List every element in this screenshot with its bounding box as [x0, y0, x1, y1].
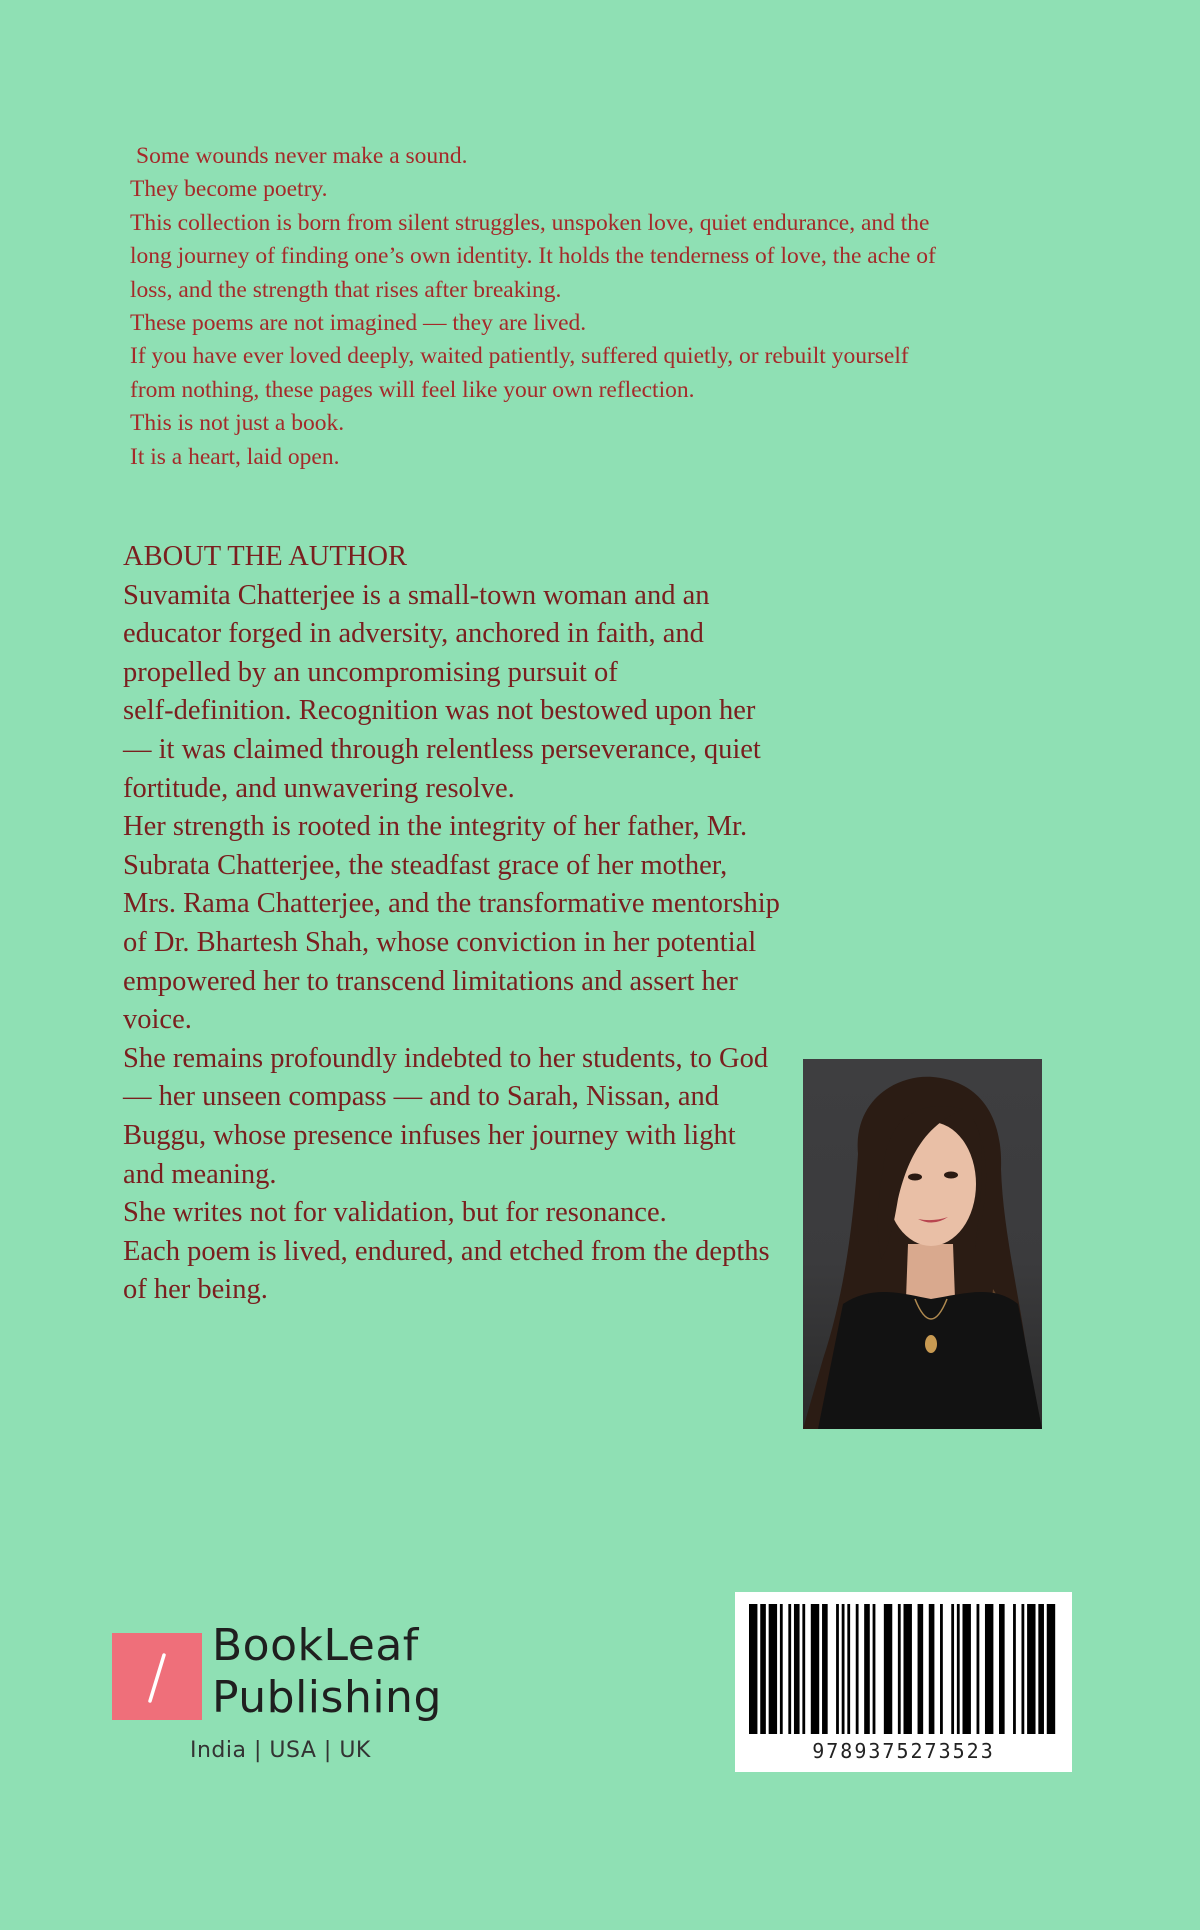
barcode-bar [1027, 1604, 1035, 1734]
publisher-regions: India | USA | UK [190, 1738, 371, 1763]
about-line: Mrs. Rama Chatterjee, and the transformative mentorship [123, 888, 780, 920]
about-line: fortitude, and unwavering resolve. [123, 772, 515, 804]
barcode-bar [847, 1604, 850, 1734]
isbn-barcode [735, 1592, 1072, 1772]
about-line: Subrata Chatterjee, the steadfast grace of her mother, [123, 849, 728, 881]
barcode-bar [940, 1604, 943, 1734]
about-line: of Dr. Bhartesh Shah, whose conviction in her potential [123, 926, 757, 958]
blurb-line: long journey of finding one’s own identity. It holds the tenderness of love, the ache of [130, 243, 936, 270]
barcode-bar [822, 1604, 828, 1734]
about-line: self-definition. Recognition was not bestowed upon her [123, 695, 756, 727]
bookleaf-logo-icon [112, 1633, 202, 1720]
blurb-line: loss, and the strength that rises after breaking. [130, 276, 562, 303]
barcode-bar [769, 1604, 777, 1734]
about-line: Suvamita Chatterjee is a small-town woman and an [123, 579, 710, 611]
about-line: — her unseen compass — and to Sarah, Nissan, and [123, 1081, 719, 1113]
barcode-bar [856, 1604, 859, 1734]
barcode-bar [904, 1604, 912, 1734]
barcode-bar [788, 1604, 791, 1734]
blurb-line: They become poetry. [130, 176, 328, 203]
barcode-bar [1013, 1604, 1016, 1734]
blurb-line: from nothing, these pages will feel like your own reflection. [130, 376, 695, 403]
barcode-bar [794, 1604, 800, 1734]
barcode-bar [977, 1604, 980, 1734]
about-line: Her strength is rooted in the integrity of her father, Mr. [123, 811, 748, 843]
barcode-bar [951, 1604, 954, 1734]
barcode-bar [929, 1604, 935, 1734]
about-line: empowered her to transcend limitations and assert her [123, 965, 738, 997]
about-line: She writes not for validation, but for resonance. [123, 1197, 667, 1229]
barcode-bar [1047, 1604, 1055, 1734]
barcode-bar [999, 1604, 1005, 1734]
about-line: Each poem is lived, endured, and etched from the depths [123, 1235, 770, 1267]
about-heading: ABOUT THE AUTHOR [123, 541, 407, 572]
barcode-bar [962, 1604, 970, 1734]
barcode-bar [918, 1604, 924, 1734]
back-cover-blurb [130, 140, 1030, 474]
barcode-bar [957, 1604, 960, 1734]
blurb-line: This is not just a book. [130, 410, 345, 437]
barcode-bar [1038, 1604, 1044, 1734]
publisher-name-line1: BookLeaf [212, 1620, 419, 1671]
blurb-line: It is a heart, laid open. [130, 443, 340, 470]
author-photo [803, 1059, 1042, 1429]
barcode-bar [780, 1604, 783, 1734]
barcode-bar [873, 1604, 876, 1734]
about-line: She remains profoundly indebted to her students, to God [123, 1042, 769, 1074]
blurb-line: These poems are not imagined — they are lived. [130, 310, 587, 337]
about-line: educator forged in adversity, anchored in faith, and [123, 618, 704, 650]
publisher-name [212, 1620, 442, 1724]
barcode-bar [760, 1604, 766, 1734]
about-line: propelled by an uncompromising pursuit of [123, 656, 618, 688]
barcode-bar [1021, 1604, 1024, 1734]
about-line: — it was claimed through relentless perseverance, quiet [123, 733, 761, 765]
blurb-line: Some wounds never make a sound. [136, 143, 468, 169]
barcode-bar [836, 1604, 839, 1734]
about-line: Buggu, whose presence infuses her journey with light [123, 1119, 736, 1151]
barcode-bar [802, 1604, 805, 1734]
barcode-bar [842, 1604, 845, 1734]
about-line: of her being. [123, 1274, 268, 1306]
blurb-line: This collection is born from silent struggles, unspoken love, quiet endurance, and the [130, 209, 930, 236]
publisher-name-line2: Publishing [212, 1672, 442, 1723]
blurb-line: If you have ever loved deeply, waited patiently, suffered quietly, or rebuilt yourself [130, 343, 909, 370]
barcode-bar [864, 1604, 870, 1734]
barcode-bar [985, 1604, 993, 1734]
barcode-bar [898, 1604, 901, 1734]
about-the-author [123, 538, 823, 1310]
about-line: voice. [123, 1004, 192, 1036]
barcode-bar [884, 1604, 892, 1734]
isbn-number: 9789375273523 [812, 1739, 995, 1763]
barcode-bar [811, 1604, 819, 1734]
barcode-bars [749, 1604, 1058, 1734]
about-line: and meaning. [123, 1158, 277, 1190]
barcode-bar [749, 1604, 757, 1734]
